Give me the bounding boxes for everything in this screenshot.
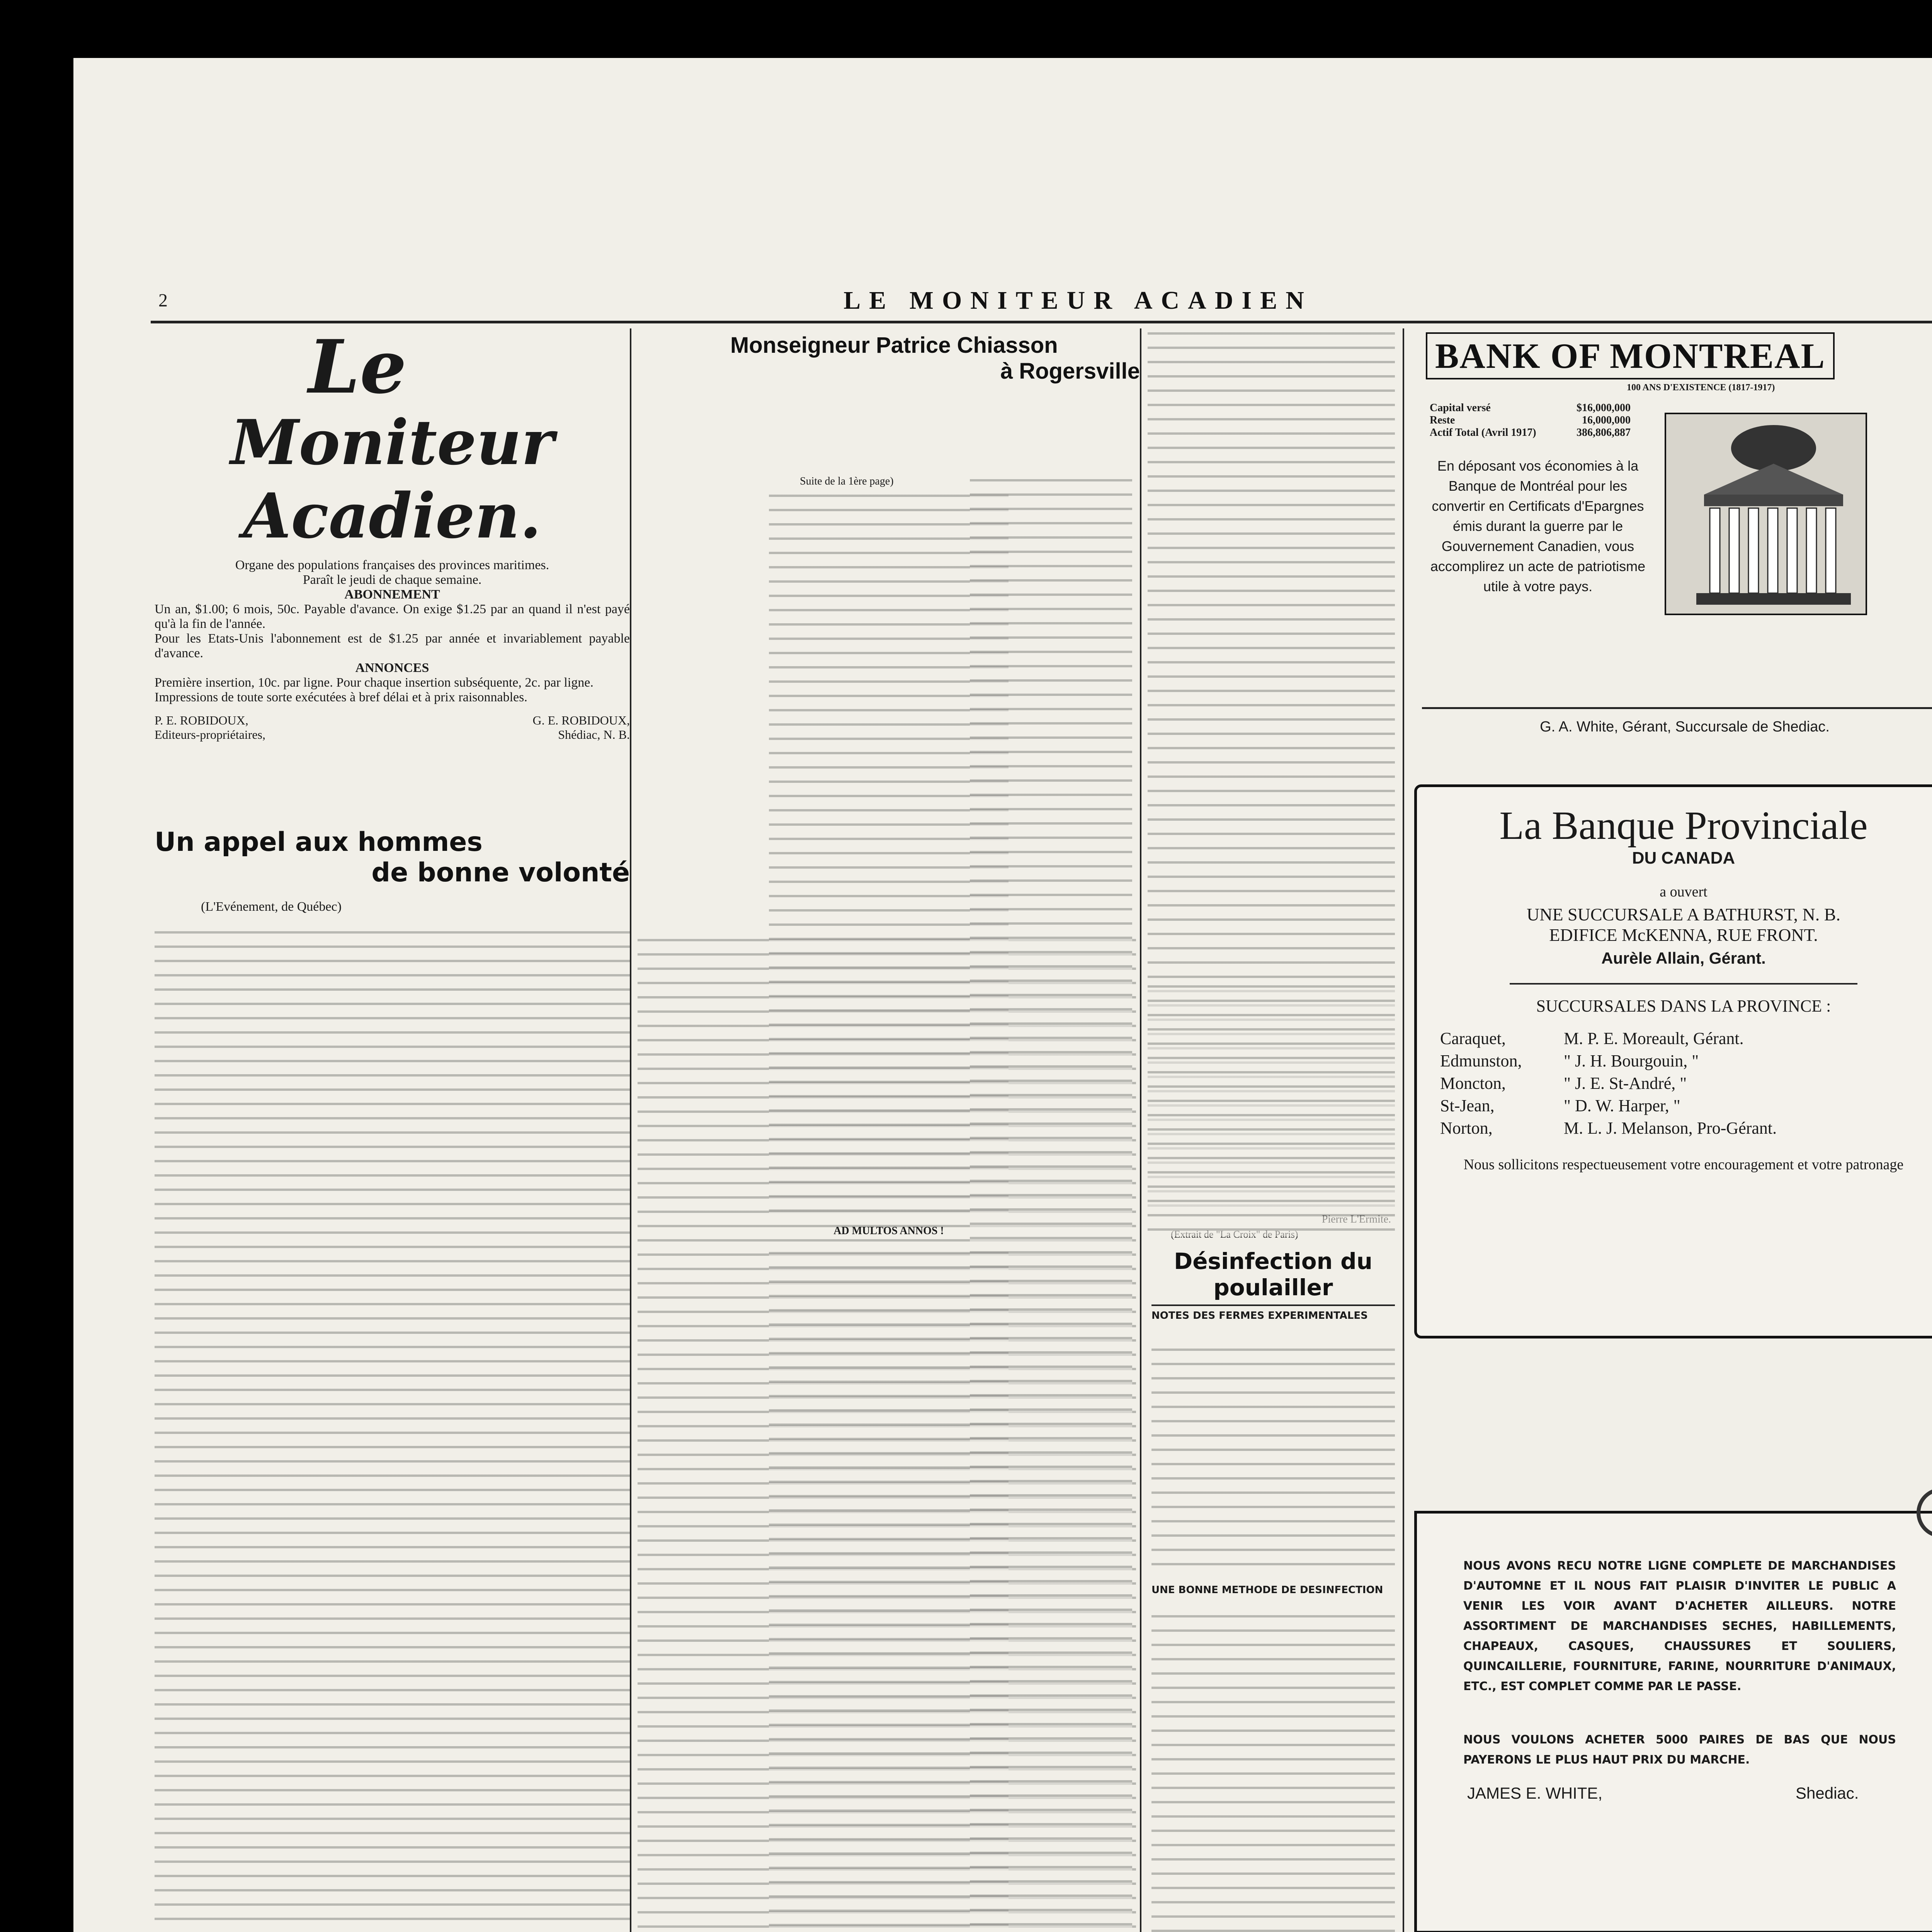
bank-actif-label: Actif Total (Avril 1917): [1430, 427, 1536, 439]
masthead-rule: [151, 321, 1932, 323]
article-appel: [155, 827, 630, 1932]
bank-building-illustration: [1658, 406, 1874, 622]
annonces-text-2: Impressions de toute sorte exécutées à bref délai et à prix raisonnables.: [155, 690, 527, 704]
provinciale-line-2: EDIFICE McKENNA, RUE FRONT.: [1549, 925, 1818, 945]
desinfection-notes: NOTES DES FERMES EXPERIMENTALES: [1151, 1310, 1368, 1321]
branch-row: [1440, 1095, 1932, 1117]
james-white-signature: JAMES E. WHITE,: [1467, 1784, 1603, 1802]
annonces-text-1: Première insertion, 10c. par ligne. Pour chaque insertion subséquente, 2c. par ligne.: [155, 675, 594, 690]
provinciale-manager: Aurèle Allain, Gérant.: [1601, 949, 1766, 967]
bank-capital-label: Capital versé: [1430, 402, 1491, 414]
bank-manager: G. A. White, Gérant, Succursale de Shediac.: [1540, 719, 1830, 735]
branch-manager: M. P. E. Moreault, Gérant.: [1564, 1029, 1744, 1048]
branch-town: Norton,: [1440, 1119, 1493, 1138]
nameplate-title: Moniteur Acadien.: [230, 406, 554, 552]
ad-james-white: [1414, 1511, 1932, 1932]
abonnement-text-2: Pour les Etats-Unis l'abonnement est de $1.25 par année et invariablement payable d'avance.: [155, 631, 630, 660]
ad-banque-provinciale: [1414, 784, 1932, 1338]
branch-manager: M. L. J. Melanson, Pro-Gérant.: [1564, 1119, 1777, 1138]
nameplate-subtitle-1: Organe des populations françaises des provinces maritimes.: [235, 558, 549, 572]
abonnement-text-1: Un an, $1.00; 6 mois, 50c. Payable d'avance. On exige $1.25 par an quand il n'est payé qu'à la fin de l'année.: [155, 602, 630, 631]
bank-actif-value: 386,806,887: [1577, 427, 1631, 439]
branch-town: Edmunston,: [1440, 1051, 1522, 1070]
branch-row: [1440, 1117, 1932, 1139]
desinfection-headline-1: Désinfection du: [1174, 1248, 1372, 1274]
publisher-1: P. E. ROBIDOUX,: [155, 713, 248, 727]
ad-bank-of-montreal: [1410, 328, 1932, 761]
james-white-offer: NOUS VOULONS ACHETER 5000 PAIRES DE BAS QUE NOUS PAYERONS LE PLUS HAUT PRIX DU MARCHE.: [1463, 1733, 1896, 1767]
provinciale-closing: Nous sollicitons respectueusement votre encouragement et votre patronage: [1463, 1156, 1904, 1173]
chiasson-headline-1: Monseigneur Patrice Chiasson: [730, 333, 1058, 358]
provinciale-ouvert: a ouvert: [1660, 884, 1708, 900]
nameplate-le: Le: [308, 328, 407, 410]
chiasson-sub-1: AD MULTOS ANNOS !: [833, 1225, 944, 1237]
bank-reste-value: 16,000,000: [1582, 414, 1631, 426]
page-number: 2: [158, 290, 168, 311]
nameplate-subtitle-2: Paraît le jeudi de chaque semaine.: [303, 573, 482, 587]
branch-town: St-Jean,: [1440, 1096, 1495, 1115]
provinciale-subtitle: DU CANADA: [1632, 849, 1735, 867]
desinfection-sub: UNE BONNE METHODE DE DESINFECTION: [1151, 1584, 1383, 1596]
chiasson-headline-2: à Rogersville: [1000, 359, 1140, 384]
provinciale-branches-heading: SUCCURSALES DANS LA PROVINCE :: [1536, 997, 1831, 1015]
annonces-heading: ANNONCES: [355, 661, 429, 675]
masthead-title: LE MONITEUR ACADIEN: [844, 286, 1313, 315]
branch-manager: " D. W. Harper, ": [1564, 1096, 1680, 1115]
branch-row: [1440, 1027, 1932, 1050]
branch-row: [1440, 1050, 1932, 1072]
bank-title: BANK OF MONTREAL: [1426, 332, 1835, 379]
james-white-body: NOUS AVONS RECU NOTRE LIGNE COMPLETE DE MARCHANDISES D'AUTOMNE ET IL NOUS FAIT PLAISIR D'INVITER LE PUBLIC A VENIR LES VOIR AVANT D'ACHETER AILLEURS. NOTRE ASSORTIMENT DE MARCHANDISES SECHES, HABILLEMENTS, CHAPEAUX, CASQUES, CHAUSSURES ET SOULIERS, QUINCAILLERIE, FOURNITURE, FARINE, NOURRITURE D'ANIMAUX, ETC., EST COMPLET COMME PAR LE PASSE.: [1463, 1559, 1896, 1693]
branches-list: [1440, 1027, 1932, 1139]
appel-body-text: [155, 927, 630, 1932]
bank-years: 100 ANS D'EXISTENCE (1817-1917): [1627, 383, 1775, 393]
abonnement-heading: ABONNEMENT: [344, 587, 440, 602]
bank-body: En déposant vos économies à la Banque de Montréal pour les convertir en Certificats d'Epargnes émis durant la guerre par le Gouvernement Canadien, vous accomplirez un acte de patriotisme utile à votre pays.: [1430, 458, 1646, 594]
chiasson-cont: Suite de la 1ère page): [800, 475, 894, 487]
bank-capital-value: $16,000,000: [1577, 402, 1631, 414]
branch-town: Caraquet,: [1440, 1029, 1506, 1048]
appel-source: (L'Evénement, de Québec): [201, 900, 342, 914]
article-desinfection: [1151, 1248, 1395, 1932]
publisher-2: G. E. ROBIDOUX,: [532, 713, 630, 727]
provinciale-line-1: UNE SUCCURSALE A BATHURST, N. B.: [1527, 905, 1840, 924]
appel-headline-2: de bonne volonté: [371, 857, 630, 888]
bank-reste-label: Reste: [1430, 414, 1455, 426]
branch-town: Moncton,: [1440, 1074, 1506, 1093]
newspaper-page: [73, 58, 1932, 1932]
branch-row: [1440, 1072, 1932, 1095]
publisher-3: Editeurs-propriétaires,: [155, 728, 265, 742]
publisher-4: Shédiac, N. B.: [558, 728, 630, 742]
appel-headline-1: Un appel aux hommes: [155, 827, 483, 857]
branch-manager: " J. H. Bourgouin, ": [1564, 1051, 1699, 1070]
provinciale-title: La Banque Provinciale: [1499, 803, 1868, 848]
james-white-place: Shediac.: [1796, 1784, 1859, 1802]
desinfection-headline-2: poulailler: [1213, 1274, 1333, 1301]
branch-manager: " J. E. St-André, ": [1564, 1074, 1687, 1093]
